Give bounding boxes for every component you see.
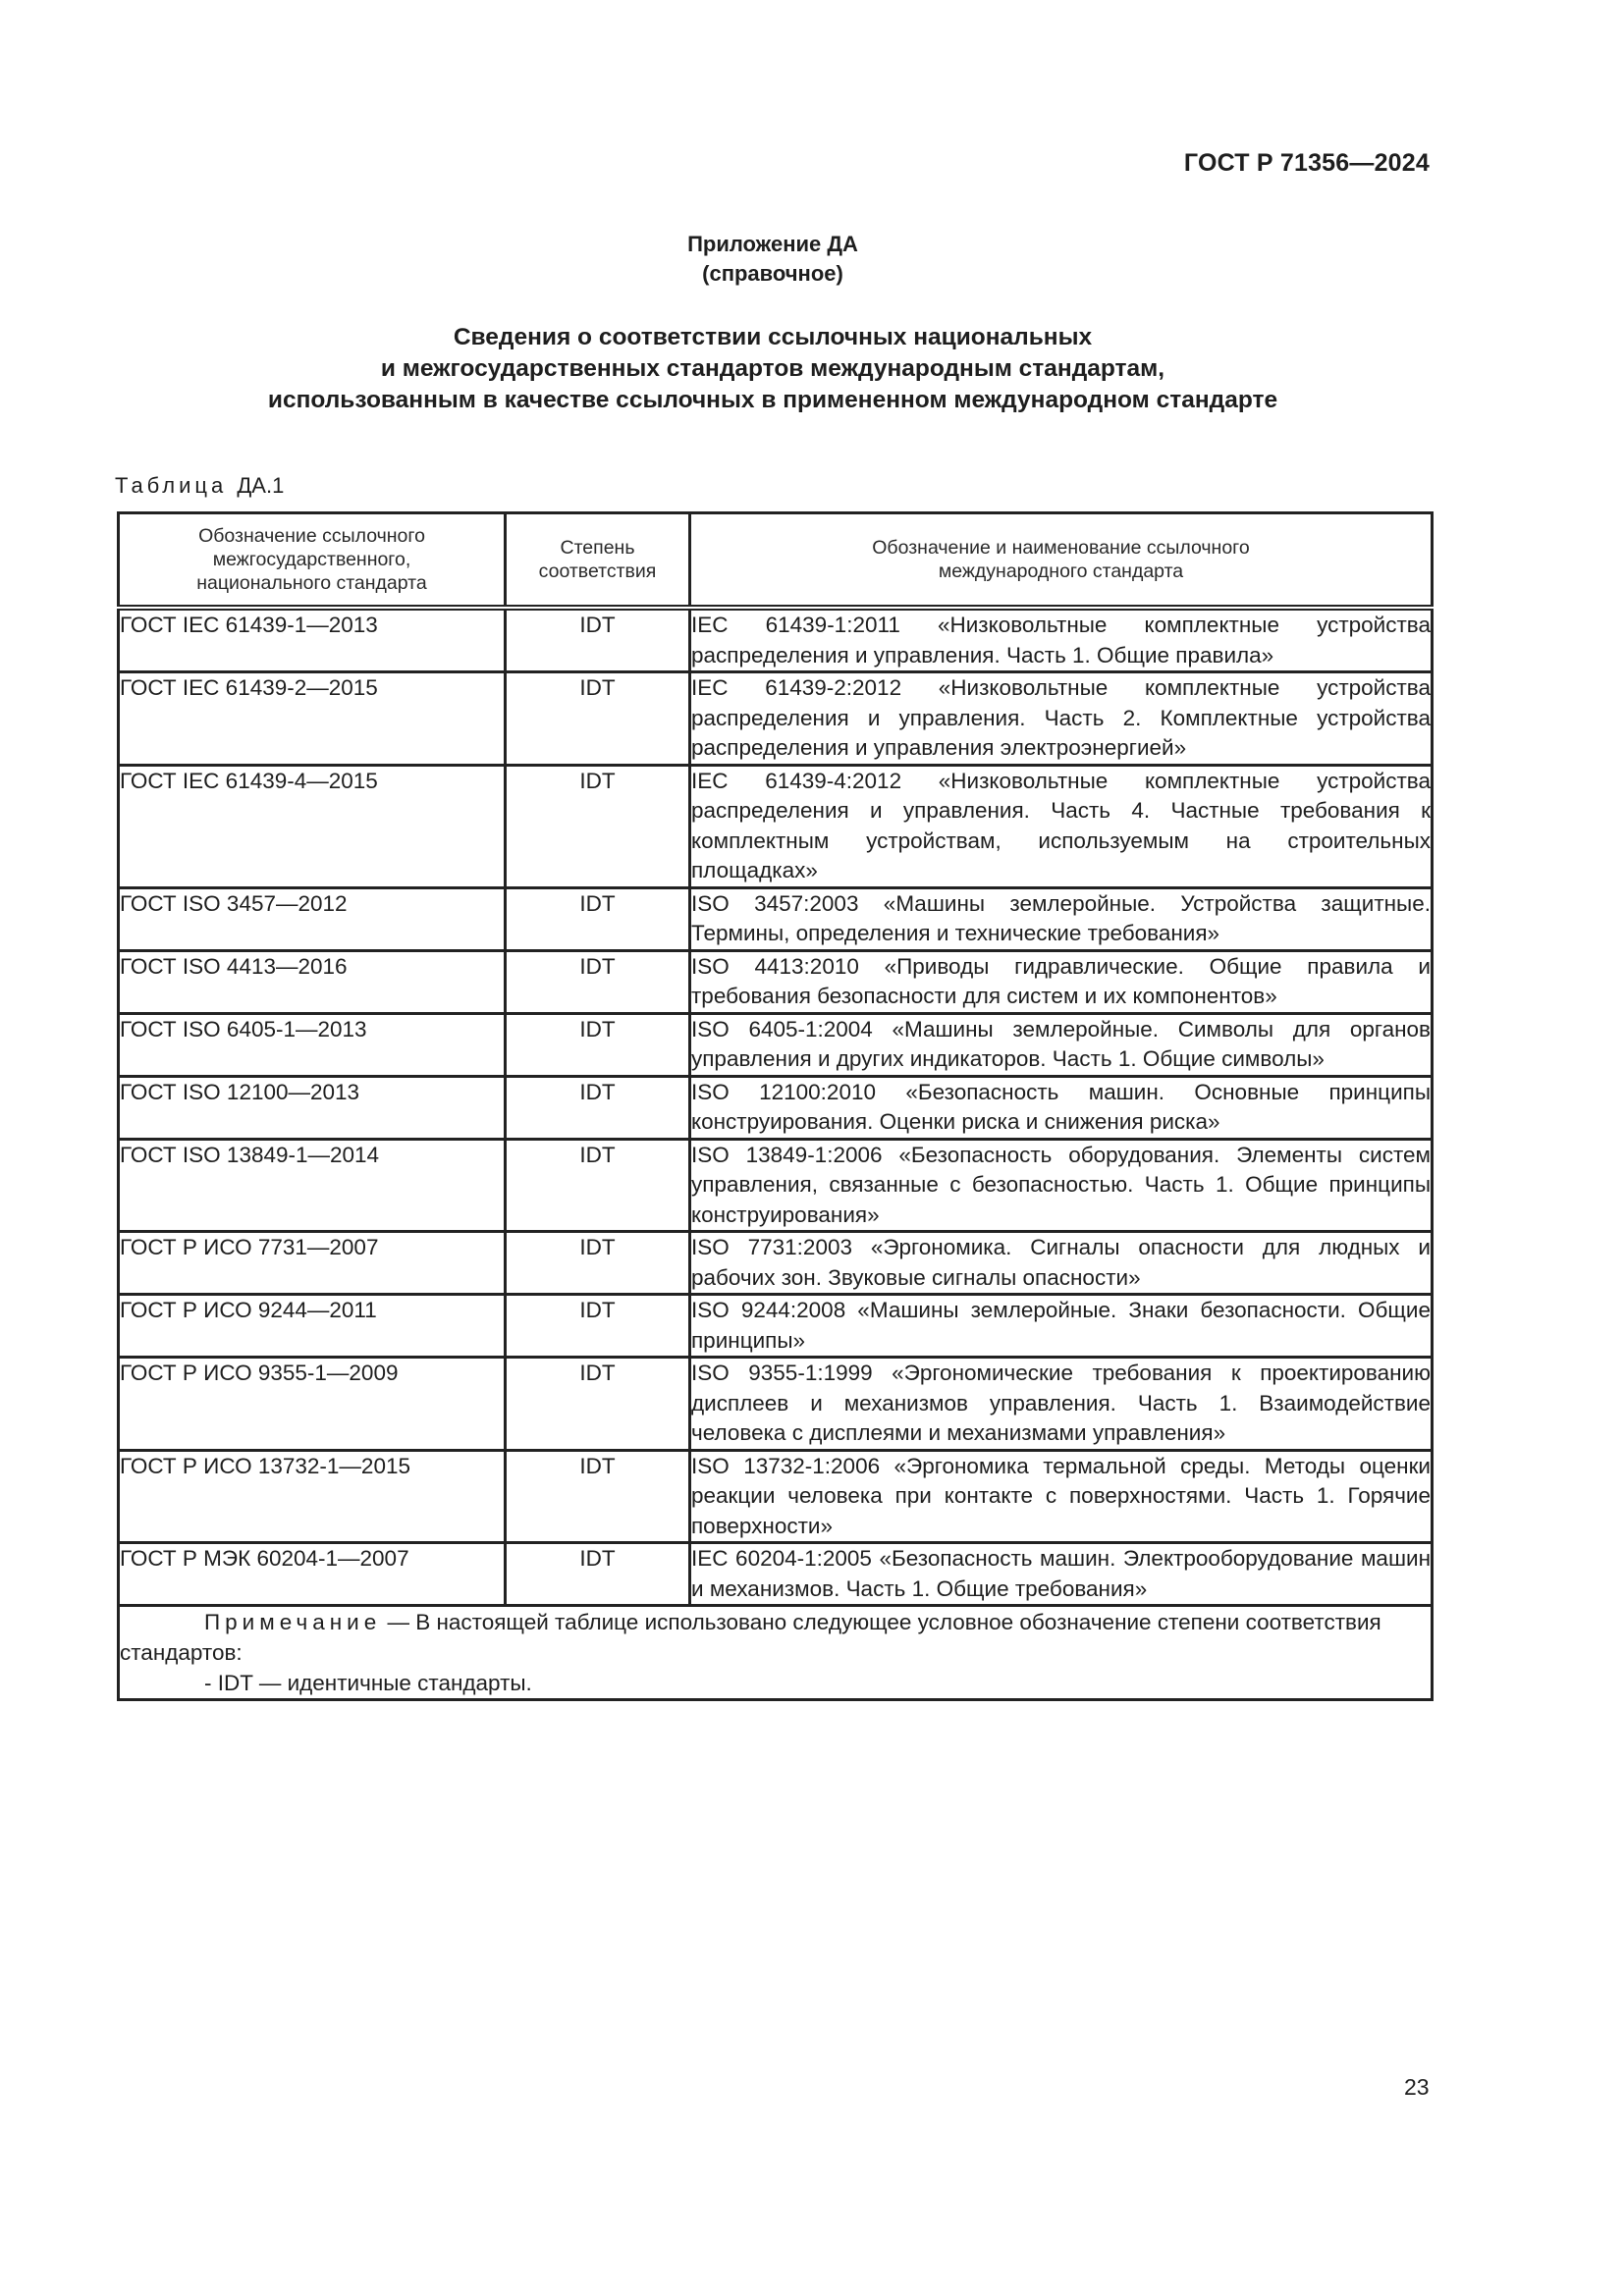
note-label: Примечание <box>204 1610 382 1634</box>
section-heading <box>0 322 1545 416</box>
international-standard-cell: ISO 9244:2008 «Машины землеройные. Знаки безопасности. Общие принципы» <box>690 1295 1433 1358</box>
national-standard-cell: ГОСТ IEC 61439-1—2013 <box>119 608 506 672</box>
table-caption-word: Таблица <box>115 473 228 498</box>
document-code: ГОСТ Р 71356—2024 <box>1183 149 1430 177</box>
table-row <box>119 950 1433 1013</box>
table-row <box>119 672 1433 766</box>
degree-cell: IDT <box>506 1076 690 1139</box>
note-text: — В настоящей таблице использовано следующее условное обозначение степени соответствия стандартов: <box>120 1610 1381 1665</box>
degree-cell: IDT <box>506 887 690 950</box>
degree-cell: IDT <box>506 1139 690 1232</box>
degree-cell: IDT <box>506 1358 690 1451</box>
heading-line: использованным в качестве ссылочных в примененном международном стандарте <box>267 387 1278 413</box>
table-caption-number: ДА.1 <box>237 473 285 498</box>
table-row <box>119 765 1433 887</box>
degree-cell: IDT <box>506 765 690 887</box>
table-note <box>119 1606 1433 1700</box>
international-standard-cell: IEC 61439-2:2012 «Низковольтные комплектные устройства распределения и управления. Часть 2. Комплектные устройства распределения и управления электроэнергией» <box>690 672 1433 766</box>
national-standard-cell: ГОСТ Р ИСО 7731—2007 <box>119 1232 506 1295</box>
international-standard-cell: IEC 60204-1:2005 «Безопасность машин. Электрооборудование машин и механизмов. Часть 1. Общие требования» <box>690 1543 1433 1606</box>
international-standard-cell: ISO 13849-1:2006 «Безопасность оборудования. Элементы систем управления, связанные с безопасностью. Часть 1. Общие принципы конструирования» <box>690 1139 1433 1232</box>
appendix-heading <box>0 230 1545 289</box>
table-header-row <box>119 513 1433 609</box>
appendix-title: Приложение ДА <box>687 232 858 256</box>
table-row <box>119 1013 1433 1076</box>
degree-cell: IDT <box>506 1295 690 1358</box>
international-standard-cell: ISO 6405-1:2004 «Машины землеройные. Символы для органов управления и других индикаторов. Часть 1. Общие символы» <box>690 1013 1433 1076</box>
heading-line: и межгосударственных стандартов международным стандартам, <box>380 355 1165 382</box>
national-standard-cell: ГОСТ Р ИСО 9355-1—2009 <box>119 1358 506 1451</box>
table-row <box>119 1450 1433 1543</box>
international-standard-cell: ISO 13732-1:2006 «Эргономика термальной среды. Методы оценки реакции человека при контакте с поверхностями. Часть 1. Горячие поверхности» <box>690 1450 1433 1543</box>
table-row <box>119 1232 1433 1295</box>
national-standard-cell: ГОСТ ISO 12100—2013 <box>119 1076 506 1139</box>
national-standard-cell: ГОСТ IEC 61439-2—2015 <box>119 672 506 766</box>
national-standard-cell: ГОСТ ISO 4413—2016 <box>119 950 506 1013</box>
standards-table <box>117 511 1434 1701</box>
degree-cell: IDT <box>506 950 690 1013</box>
international-standard-cell: ISO 12100:2010 «Безопасность машин. Основные принципы конструирования. Оценки риска и снижения риска» <box>690 1076 1433 1139</box>
international-standard-cell: ISO 9355-1:1999 «Эргономические требования к проектированию дисплеев и механизмов управления. Часть 1. Взаимодействие человека с дисплеями и механизмами управления» <box>690 1358 1433 1451</box>
heading-line: Сведения о соответствии ссылочных национальных <box>453 324 1093 350</box>
table-row <box>119 1139 1433 1232</box>
international-standard-cell: ISO 4413:2010 «Приводы гидравлические. Общие правила и требования безопасности для систем и их компонентов» <box>690 950 1433 1013</box>
national-standard-cell: ГОСТ Р ИСО 13732-1—2015 <box>119 1450 506 1543</box>
international-standard-cell: IEC 61439-4:2012 «Низковольтные комплектные устройства распределения и управления. Часть 4. Частные требования к комплектным устройствам, используемым на строительных площадках» <box>690 765 1433 887</box>
table-row <box>119 1543 1433 1606</box>
degree-cell: IDT <box>506 1543 690 1606</box>
national-standard-cell: ГОСТ ISO 6405-1—2013 <box>119 1013 506 1076</box>
table-row <box>119 1076 1433 1139</box>
degree-cell: IDT <box>506 672 690 766</box>
table-row <box>119 1358 1433 1451</box>
degree-cell: IDT <box>506 608 690 672</box>
note-item: - IDT — идентичные стандарты. <box>204 1671 532 1695</box>
degree-cell: IDT <box>506 1013 690 1076</box>
table-note-row <box>119 1606 1433 1700</box>
page-number: 23 <box>1404 2074 1430 2100</box>
international-standard-cell: ISO 7731:2003 «Эргономика. Сигналы опасности для людных и рабочих зон. Звуковые сигналы опасности» <box>690 1232 1433 1295</box>
national-standard-cell: ГОСТ Р ИСО 9244—2011 <box>119 1295 506 1358</box>
national-standard-cell: ГОСТ ISO 13849-1—2014 <box>119 1139 506 1232</box>
table-row <box>119 608 1433 672</box>
degree-cell: IDT <box>506 1232 690 1295</box>
international-standard-cell: ISO 3457:2003 «Машины землеройные. Устройства защитные. Термины, определения и технические требования» <box>690 887 1433 950</box>
column-header-national-standard: Обозначение ссылочного межгосударственного, национального стандарта <box>119 513 506 609</box>
national-standard-cell: ГОСТ IEC 61439-4—2015 <box>119 765 506 887</box>
column-header-degree: Степень соответствия <box>506 513 690 609</box>
table-row <box>119 887 1433 950</box>
column-header-international-standard: Обозначение и наименование ссылочного международного стандарта <box>690 513 1433 609</box>
national-standard-cell: ГОСТ ISO 3457—2012 <box>119 887 506 950</box>
table-row <box>119 1295 1433 1358</box>
international-standard-cell: IEC 61439-1:2011 «Низковольтные комплектные устройства распределения и управления. Часть 1. Общие правила» <box>690 608 1433 672</box>
national-standard-cell: ГОСТ Р МЭК 60204-1—2007 <box>119 1543 506 1606</box>
appendix-subtitle: (справочное) <box>702 261 843 286</box>
degree-cell: IDT <box>506 1450 690 1543</box>
table-caption <box>115 473 284 499</box>
